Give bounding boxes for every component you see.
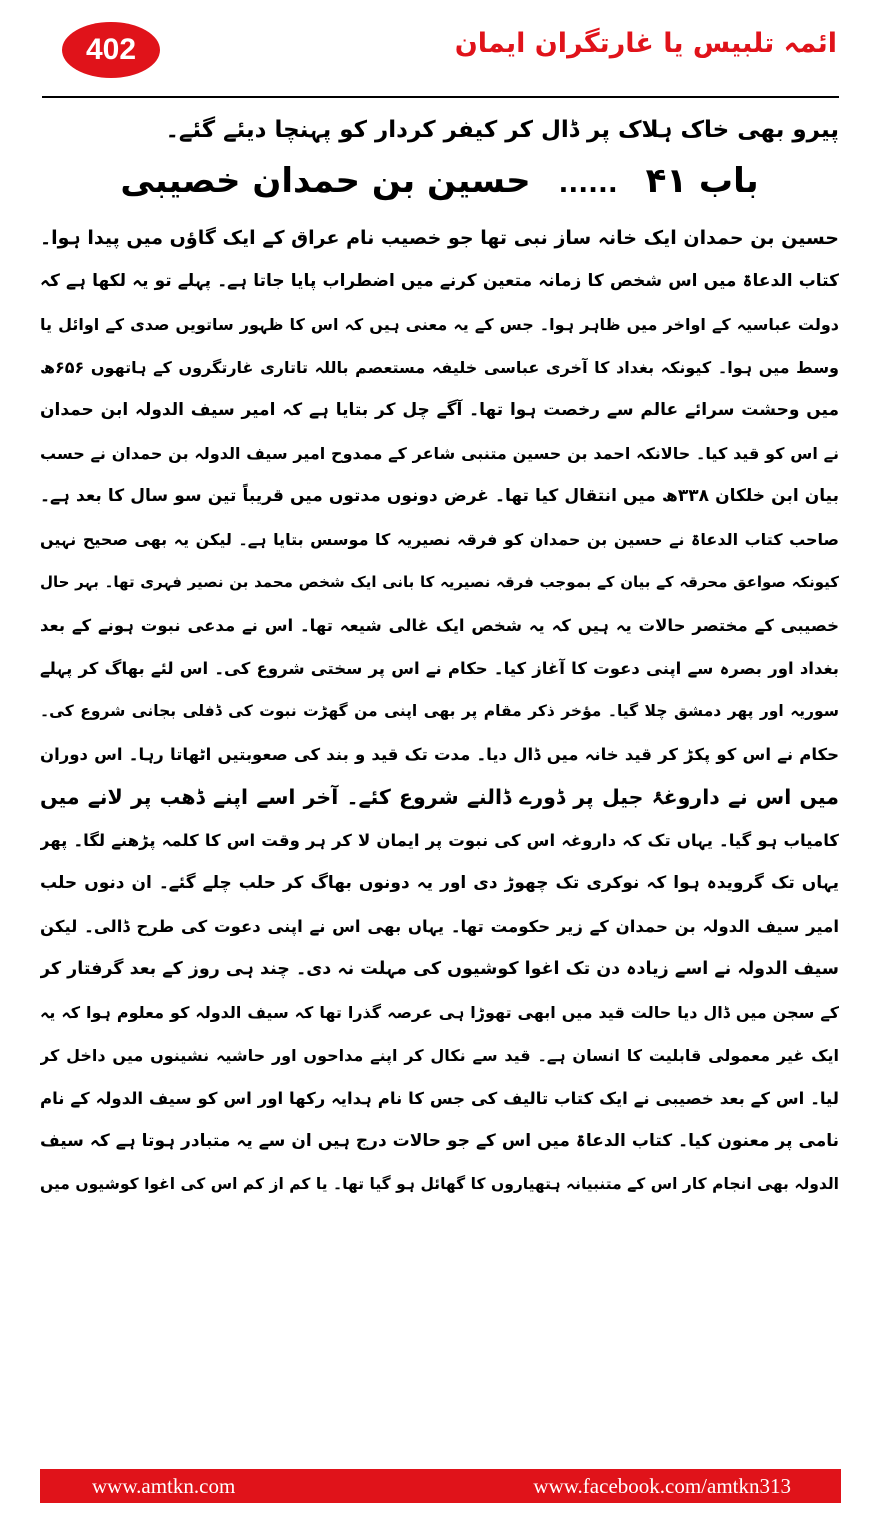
chapter-heading [40, 152, 839, 213]
body-line: کامیاب ہو گیا۔ یہاں تک کہ داروغہ اس کی نبوت پر ایمان لا کر ہر وقت اس کا کلمہ پڑھنے لگا۔ پھر [40, 831, 839, 850]
footer-facebook-link[interactable]: www.facebook.com/amtkn313 [533, 1473, 791, 1498]
body-text [40, 217, 839, 1206]
body-line: امیر سیف الدولہ بن حمدان کے زیر حکومت تھا۔ یہاں بھی اس نے اپنی دعوت کی طرح ڈالی۔ لیکن [40, 917, 839, 936]
page-number: 402 [85, 33, 137, 66]
body-line: نامی پر معنون کیا۔ کتاب الدعاۃ میں اس کے جو حالات درج ہیں ان سے یہ متبادر ہوتا ہے کہ سیف [40, 1131, 839, 1151]
body-line: حسین بن حمدان ایک خانہ ساز نبی تھا جو خصیب نام عراق کے ایک گاؤں میں پیدا ہوا۔ [40, 227, 839, 249]
body-line: الدولہ بھی انجام کار اس کے متنبیانہ ہتھیاروں کا گھائل ہو گیا تھا۔ یا کم از کم اس کی اغوا کوشیوں میں [40, 1175, 839, 1193]
body-line: یہاں تک گرویدہ ہوا کہ نوکری تک چھوڑ دی اور یہ دونوں بھاگ کر حلب چلے گئے۔ ان دنوں حلب [40, 873, 839, 893]
body-line: کتاب الدعاۃ میں اس شخص کا زمانہ متعین کرنے میں اضطراب پایا جاتا ہے۔ پہلے تو یہ لکھا ہے کہ [40, 271, 839, 291]
chapter-separator: ...... [558, 169, 618, 199]
body-line: کیونکہ صواعق محرقہ کے بیان کے بموجب فرقہ نصیریہ کا بانی ایک شخص محمد بن نصیر فہری تھا۔ بہر حال [40, 573, 839, 591]
body-line: ایک غیر معمولی قابلیت کا انسان ہے۔ قید سے نکال کر اپنے مداحوں اور حاشیہ نشینوں میں داخل کر [40, 1046, 839, 1065]
body-line: سیف الدولہ نے اسے زیادہ دن تک اغوا کوشیوں کی مہلت نہ دی۔ چند ہی روز کے بعد گرفتار کر [40, 959, 839, 979]
body-line: حکام نے اس کو پکڑ کر قید خانہ میں ڈال دیا۔ مدت تک قید و بند کی صعوبتیں اٹھاتا رہا۔ اس دوران [40, 745, 839, 764]
body-line: سوریہ اور پھر دمشق چلا گیا۔ مؤخر ذکر مقام پر بھی اپنی من گھڑت نبوت کی ڈفلی بجانی شروع کی۔ [40, 702, 839, 720]
page-number-badge [62, 22, 160, 78]
intro-line: پیرو بھی خاک ہلاک پر ڈال کر کیفر کردار کو پہنچا دیئے گئے۔ [165, 117, 839, 143]
body-line: نے اس کو قید کیا۔ حالانکہ احمد بن حسین متنبی شاعر کے ممدوح امیر سیف الدولہ بن حمدان نے حسب [40, 444, 839, 463]
book-title: ائمہ تلبیس یا غارتگران ایمان [454, 28, 837, 59]
body-line: کے سجن میں ڈال دیا حالت قید میں ابھی تھوڑا ہی عرصہ گذرا تھا کہ سیف الدولہ کو معلوم ہوا کہ یہ [40, 1003, 839, 1022]
body-line: میں اس نے داروغۂ جیل پر ڈورے ڈالنے شروع کئے۔ آخر اسے اپنے ڈھب پر لانے میں [40, 785, 839, 809]
chapter-number: باب ۴۱ [645, 161, 759, 201]
body-line: میں وحشت سرائے عالم سے رخصت ہوا تھا۔ آگے چل کر بتایا ہے کہ امیر سیف الدولہ ابن حمدان [40, 400, 839, 420]
footer-website-link[interactable]: www.amtkn.com [92, 1473, 236, 1498]
body-line: بیان ابن خلکان ۳۳۸ھ میں انتقال کیا تھا۔ غرض دونوں مدتوں میں قریباً تین سو سال کا بعد ہے۔ [40, 486, 839, 506]
body-line: وسط میں ہوا۔ کیونکہ بغداد کا آخری عباسی خلیفہ مستعصم باللہ تاتاری غارتگروں کے ہاتھوں ۶۵۶ھ [40, 358, 839, 377]
body-line: دولت عباسیہ کے اواخر میں ظاہر ہوا۔ جس کے یہ معنی ہیں کہ اس کا ظہور ساتویں صدی کے اوائل یا [40, 315, 839, 334]
body-line: خصیبی کے مختصر حالات یہ ہیں کہ یہ شخص ایک غالی شیعہ تھا۔ اس نے مدعی نبوت ہونے کے بعد [40, 616, 839, 635]
body-line: بغداد اور بصرہ سے اپنی دعوت کا آغاز کیا۔ حکام نے اس پر سختی شروع کی۔ اس لئے بھاگ کر پہلے [40, 659, 839, 678]
body-line: صاحب کتاب الدعاۃ نے حسین بن حمدان کو فرقہ نصیریہ کا موسس بتایا ہے۔ لیکن یہ بھی صحیح نہیں [40, 530, 839, 549]
page-content [40, 108, 839, 1206]
header-divider [42, 96, 839, 98]
chapter-title: حسین بن حمدان خصیبی [120, 161, 531, 201]
footer-bar [40, 1469, 841, 1503]
body-line: لیا۔ اس کے بعد خصیبی نے ایک کتاب تالیف کی جس کا نام ہدایہ رکھا اور اس کو سیف الدولہ کے نام [40, 1089, 839, 1108]
